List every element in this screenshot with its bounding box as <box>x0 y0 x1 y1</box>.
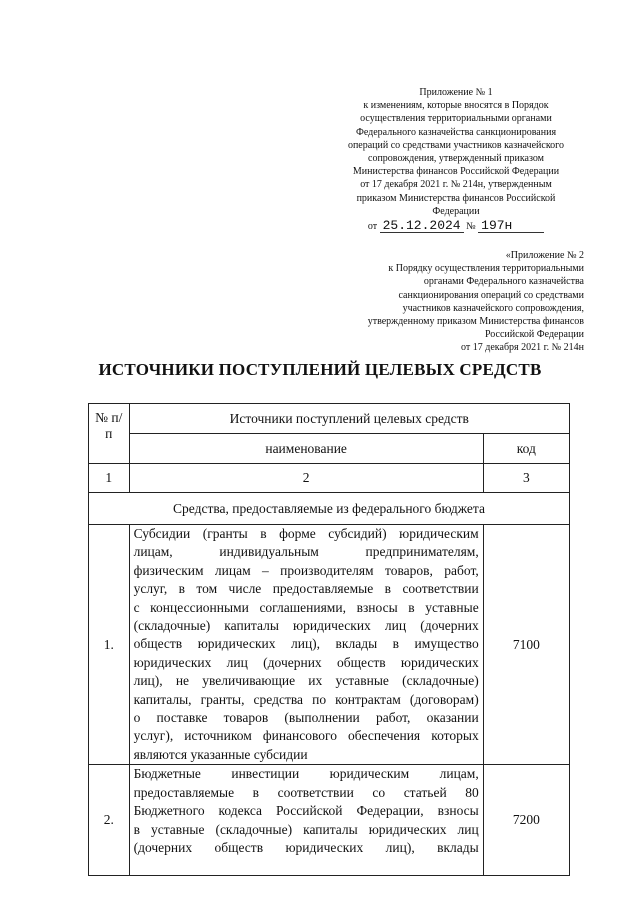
row-text-line: предоставляемые в соответствии со статьей 80 <box>133 784 479 800</box>
row-name-cell <box>129 525 483 765</box>
appendix-1-line: Федерации <box>432 205 480 217</box>
column-numbers-row <box>89 464 570 493</box>
appendix-2-line: от 17 декабря 2021 г. № 214н <box>461 342 584 354</box>
appendix-1-line: приказом Министерства финансов Российской <box>356 192 556 204</box>
row-text-line: капиталы, гранты, средства по контрактам (договорам) <box>133 691 479 707</box>
sources-table <box>88 403 570 876</box>
row-number-cell: 1. <box>89 525 130 765</box>
appendix-2-header <box>322 249 584 355</box>
order-date-row <box>330 219 582 233</box>
appendix-1-line: Приложение № 1 <box>419 87 493 98</box>
row-text-line: (складочные) капиталы юридических лиц (дочерних <box>133 618 479 634</box>
row-text-line: с концессионными соглашениями, взносы в уставные <box>133 599 479 615</box>
document-title: ИСТОЧНИКИ ПОСТУПЛЕНИЙ ЦЕЛЕВЫХ СРЕДСТВ <box>98 360 542 379</box>
appendix-1-line: сопровождения, утвержденный приказом <box>368 153 544 165</box>
header-name-cell: наименование <box>129 434 483 464</box>
row-code-cell: 7100 <box>483 525 569 765</box>
header-code-cell: код <box>483 434 569 464</box>
row-text-line: Бюджетного кодекса Российской Федерации, взносы <box>133 803 479 819</box>
number-prefix: № <box>466 221 476 233</box>
appendix-1-line: Министерства финансов Российской Федерации <box>352 166 560 178</box>
row-text-line: услуг), источником финансового обеспечения которых <box>133 728 479 744</box>
date-prefix: от <box>367 221 378 233</box>
appendix-1-line: осуществления территориальными органами <box>360 113 552 125</box>
row-text-line: являются указанные субсидии <box>133 746 308 762</box>
row-code-cell: 7200 <box>483 765 569 876</box>
header-number-cell: № п/п <box>89 404 130 464</box>
column-number-cell: 1 <box>89 464 130 493</box>
order-date: 25.12.2024 <box>380 219 464 233</box>
appendix-2-line: участников казначейского сопровождения, <box>402 302 584 314</box>
table-row <box>89 525 570 765</box>
table-subheader-row <box>89 434 570 464</box>
appendix-2-line: санкционирования операций со средствами <box>398 289 584 301</box>
section-row <box>89 493 570 525</box>
appendix-2-line: к Порядку осуществления территориальными <box>388 263 584 275</box>
appendix-2-line: утвержденному приказом Министерства финансов <box>367 316 584 328</box>
header-group-cell: Источники поступлений целевых средств <box>129 404 569 434</box>
appendix-2-line: органами Федерального казначейства <box>423 276 584 288</box>
table-row <box>89 765 570 876</box>
row-text-line: о поставке товаров (выполнении работ, оказании <box>133 710 479 726</box>
row-name-cell <box>129 765 483 876</box>
row-text-line: обществ юридических лиц), вклады в имущество <box>133 636 479 652</box>
order-number: 197н <box>478 219 544 233</box>
row-number-cell: 2. <box>89 765 130 876</box>
row-text-line: Бюджетные инвестиции юридическим лицам, <box>133 766 479 782</box>
appendix-1-line: Федерального казначейства санкционирования <box>355 126 557 138</box>
row-text-line: юридических лиц (дочерних обществ юридических <box>133 654 479 670</box>
row-text-line: физическим лицам – производителям товаров, работ, <box>133 562 479 578</box>
column-number-cell: 2 <box>129 464 483 493</box>
table-header-row <box>89 404 570 434</box>
appendix-2-line: Российской Федерации <box>484 329 584 341</box>
appendix-1-header <box>330 86 582 233</box>
section-title-cell: Средства, предоставляемые из федерального бюджета <box>89 493 570 525</box>
column-number-cell: 3 <box>483 464 569 493</box>
row-text-line: услуг, в том числе предоставляемые в соответствии <box>133 581 479 597</box>
row-text-line: лиц), не увеличивающие их уставные (складочные) <box>133 673 479 689</box>
appendix-1-line: к изменениям, которые вносятся в Порядок <box>363 100 549 112</box>
row-text-line: лицам, индивидуальным предпринимателям, <box>133 544 479 560</box>
appendix-2-line: «Приложение № 2 <box>505 250 584 261</box>
appendix-1-line: от 17 декабря 2021 г. № 214н, утвержденным <box>360 179 552 191</box>
row-text-line: в уставные (складочные) капиталы юридических лиц <box>133 821 479 837</box>
row-text-line: (дочерних обществ юридических лиц), вклады <box>133 839 479 855</box>
appendix-1-line: операций со средствами участников казначейского <box>347 139 565 151</box>
row-text-line: Субсидии (гранты в форме субсидий) юридическим <box>133 526 479 541</box>
